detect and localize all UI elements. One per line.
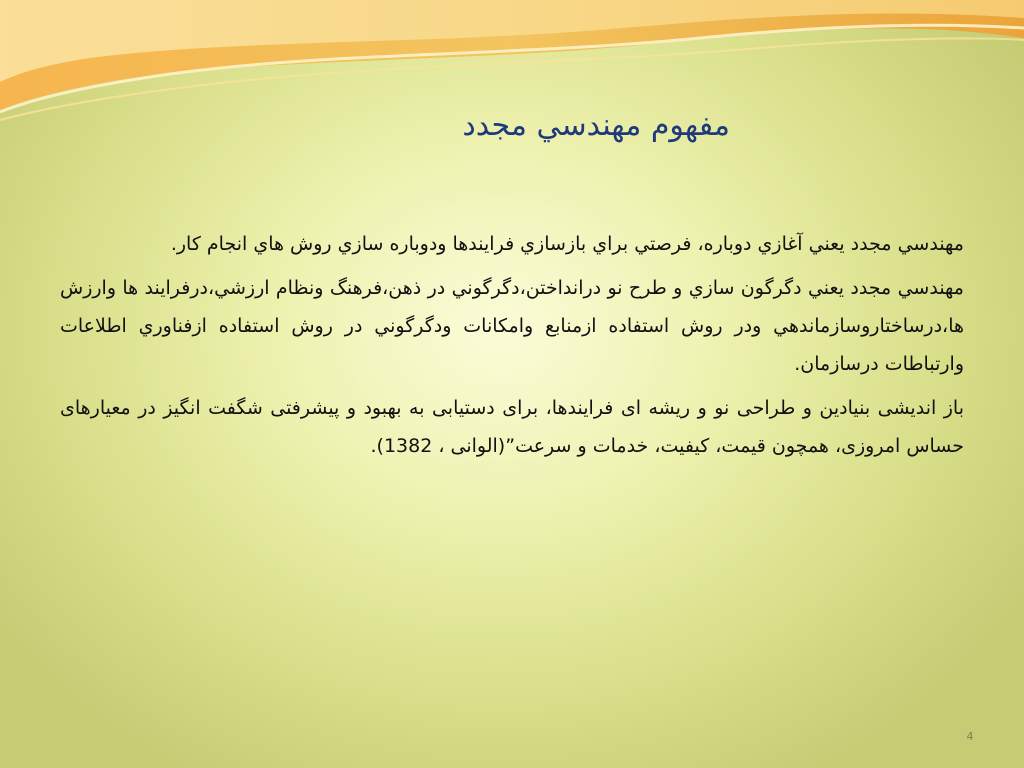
paragraph-definition-2: مهندسي مجدد يعني دگرگون سازي و طرح نو درانداختن،دگرگوني در ذهن،فرهنگ ونظام ارزشي،درفرايند ها وارزش ها،درساختاروسازماندهي ودر روش استفاده ازمنابع وامكانات ودگرگوني در روش استفاده ازفناوري اطلاعات وارتباطات درسازمان. [60, 277, 964, 375]
paragraph-definition-1: مهندسي مجدد يعني آغازي دوباره، فرصتي براي بازسازي فرايندها ودوباره سازي روش هاي انجام كار. [170, 233, 964, 255]
paragraph-definition-3: باز اندیشی بنیادین و طراحی نو و ریشه ای فرایندها، برای دستیابی به بهبود و پیشرفتی شگفت انگیز در معیارهای حساس امروزی، همچون قیمت، کیفیت، خدمات و سرعت”(الوانی ، 1382). [60, 397, 964, 457]
slide-body [60, 225, 964, 471]
slide-title: مفهوم مهندسي مجدد [462, 108, 730, 143]
slide-number: 4 [966, 730, 974, 743]
